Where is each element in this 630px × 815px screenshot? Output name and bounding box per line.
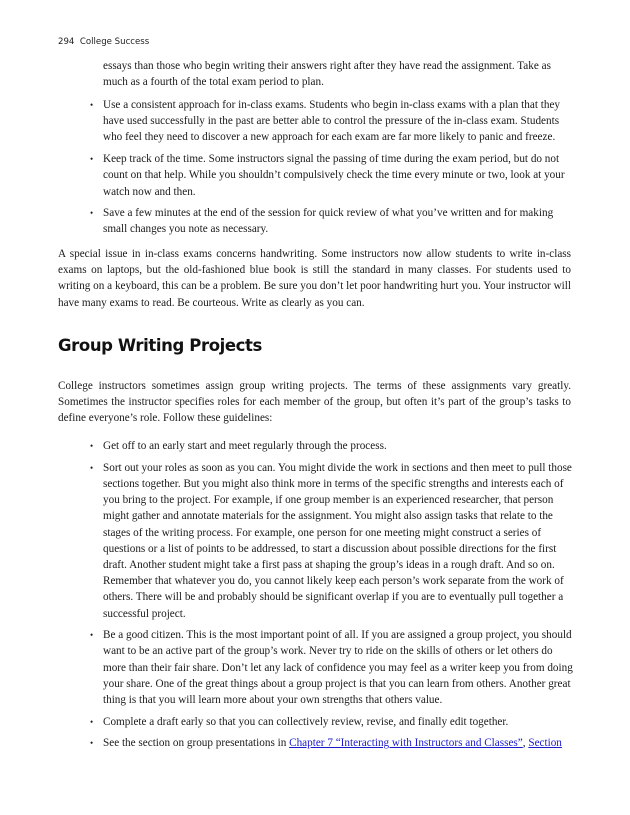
bullet-icon: •: [90, 738, 94, 749]
bullet-icon: •: [90, 208, 94, 219]
continued-bullet-text: essays than those who begin writing their answers right after they have read the assignment. Take as much as a fourth of the total exam period to plan.: [103, 60, 551, 89]
section-intro-paragraph: College instructors sometimes assign group writing projects. The terms of these assignments vary greatly. Sometimes the instructor specifies roles for each member of the group, but often it’s part of the group’s tasks to define everyone’s role. Follow these guidelines:: [58, 380, 571, 425]
list-item: [87, 438, 577, 454]
bullet-icon: •: [90, 100, 94, 110]
handwriting-paragraph: A special issue in in-class exams concerns handwriting. Some instructors now allow students to write in-class exams on laptops, but the old-fashioned blue book is still the standard in many classes. For students used to writing on a keyboard, this can be a problem. Be sure you don’t let poor handwriting hurt you. Your instructor will have many exams to read. Be courteous. Write as clearly as you can.: [58, 248, 571, 309]
list-item-text: Sort out your roles as soon as you can. You might divide the work in sections and then meet to pull those sections together. But you might also think more in terms of the specific strengths and interests each of you bring to the project. For example, if one group member is an experienced researcher, that person might gather and annotate materials for the assignment. You might also assign tasks that relate to the stages of the writing process. For example, one person for one meeting might construct a series of questions or a list of points to be addressed, to start a discussion about possible directions for the first draft. Another student might take a first pass at shaping the group’s ideas in a rough draft. And so on. Remember that whatever you do, you cannot likely keep each person’s work separate from the work of others. There will be and probably should be significant overlap if you are to eventually pull together a successful project.: [103, 461, 572, 620]
list-item-text: See the section on group presentations in: [103, 737, 290, 750]
book-title: College Success: [79, 37, 150, 47]
list-item-text: Be a good citizen. This is the most important point of all. If you are assigned a group project, you should want to be an active part of the group’s work. Never try to ride on the skills of others or let others do more than their fair share. Don’t let any lack of confidence you may feel as a writer keep you from doing your share. One of the great things about a group project is that you can learn from others. Another great thing is that you will learn more about your own strengths that others value.: [103, 629, 573, 707]
page-number: 294: [58, 37, 75, 47]
list-item-text: Use a consistent approach for in-class exams. Students who begin in-class exams with a plan that they have used successfully in the past are better able to control the pressure of the in-class exam. Students who feel they need to discover a new approach for each exam are far more likely to panic and freeze.: [103, 99, 561, 144]
link-separator: ,: [522, 737, 529, 750]
list-item: [87, 735, 577, 751]
section-heading: Group Writing Projects: [58, 336, 262, 355]
bullet-icon: •: [90, 630, 94, 641]
list-item-text: Get off to an early start and meet regularly through the process.: [103, 440, 387, 452]
running-head: [58, 37, 149, 47]
bullet-icon: •: [90, 154, 94, 165]
bullet-icon: •: [90, 441, 94, 451]
list-item: [87, 205, 575, 237]
exam-tips-list: [87, 97, 575, 243]
list-item: [87, 714, 577, 730]
list-item-text: Keep track of the time. Some instructors signal the passing of time during the exam period, but do not count on that help. While you shouldn’t compulsively check the time every minute or two, look at your watch now and then.: [103, 153, 565, 198]
list-item: [87, 627, 577, 708]
bullet-icon: •: [90, 716, 94, 727]
list-item-text: Save a few minutes at the end of the session for quick review of what you’ve written and for making small changes you note as necessary.: [103, 207, 554, 236]
list-item-text: Complete a draft early so that you can collectively review, revise, and finally edit together.: [103, 715, 509, 728]
chapter-7-link[interactable]: Chapter 7 “Interacting with Instructors and Classes”: [289, 737, 523, 750]
section-link[interactable]: Section: [528, 737, 562, 750]
list-item: [87, 460, 577, 622]
list-item: [87, 97, 575, 146]
list-item: [87, 151, 575, 200]
group-guidelines-list: [87, 438, 577, 757]
bullet-icon: •: [90, 462, 94, 473]
